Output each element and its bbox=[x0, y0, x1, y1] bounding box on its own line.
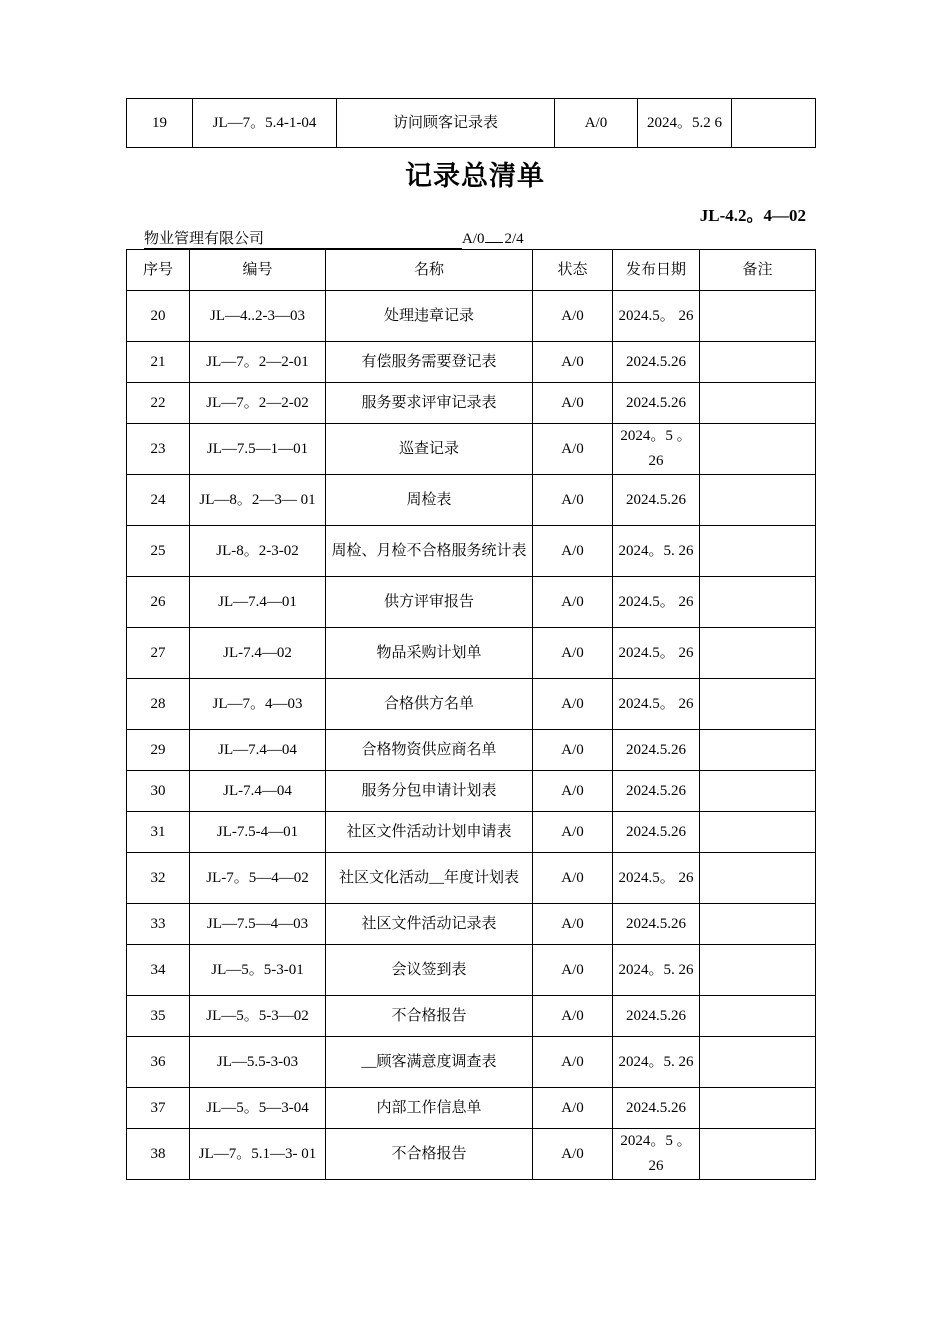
cell-no: 24 bbox=[127, 475, 190, 526]
cell-name: __顾客满意度调查表 bbox=[326, 1037, 533, 1088]
table-header-row bbox=[127, 250, 816, 291]
cell-date: 2024.5.26 bbox=[613, 730, 700, 771]
cell-note bbox=[700, 424, 816, 475]
cell-status: A/0 bbox=[533, 342, 613, 383]
table-row bbox=[127, 904, 816, 945]
cell-name: 物品采购计划单 bbox=[326, 628, 533, 679]
cell-code: JL—7.5—4—03 bbox=[190, 904, 326, 945]
cell-no: 21 bbox=[127, 342, 190, 383]
cell-name: 内部工作信息单 bbox=[326, 1088, 533, 1129]
cell-note bbox=[700, 577, 816, 628]
cell-name: 社区文化活动__年度计划表 bbox=[326, 853, 533, 904]
cell-no: 30 bbox=[127, 771, 190, 812]
cell-date: 2024.5.26 bbox=[613, 771, 700, 812]
cell-status: A/0 bbox=[533, 812, 613, 853]
cell-code: JL—7。5.1—3- 01 bbox=[190, 1129, 326, 1180]
cell-note bbox=[700, 342, 816, 383]
cell-date: 2024.5.26 bbox=[613, 812, 700, 853]
cell-no: 19 bbox=[127, 99, 193, 148]
cell-date: 2024。5 。26 bbox=[613, 1129, 700, 1180]
table-row bbox=[127, 291, 816, 342]
cell-name: 周检表 bbox=[326, 475, 533, 526]
cell-status: A/0 bbox=[533, 771, 613, 812]
cell-name: 有偿服务需要登记表 bbox=[326, 342, 533, 383]
cell-status: A/0 bbox=[533, 1129, 613, 1180]
cell-code: JL—7。5.4-1-04 bbox=[193, 99, 337, 148]
cell-note bbox=[700, 679, 816, 730]
cell-name: 合格供方名单 bbox=[326, 679, 533, 730]
cell-no: 37 bbox=[127, 1088, 190, 1129]
cell-date: 2024。5. 26 bbox=[613, 526, 700, 577]
cell-status: A/0 bbox=[533, 945, 613, 996]
cell-note bbox=[700, 291, 816, 342]
header-no: 序号 bbox=[127, 250, 190, 291]
table-row bbox=[127, 424, 816, 475]
cell-no: 31 bbox=[127, 812, 190, 853]
cell-note bbox=[700, 475, 816, 526]
table-row bbox=[127, 475, 816, 526]
cell-status: A/0 bbox=[533, 1088, 613, 1129]
cell-note bbox=[732, 99, 816, 148]
cell-note bbox=[700, 628, 816, 679]
cell-date: 2024.5.26 bbox=[613, 1088, 700, 1129]
cell-name: 不合格报告 bbox=[326, 1129, 533, 1180]
table-row bbox=[127, 853, 816, 904]
cell-code: JL—7.4—01 bbox=[190, 577, 326, 628]
cell-no: 22 bbox=[127, 383, 190, 424]
cell-date: 2024.5。 26 bbox=[613, 853, 700, 904]
cell-no: 28 bbox=[127, 679, 190, 730]
cell-code: JL—7.5—1—01 bbox=[190, 424, 326, 475]
cell-name: 访问顾客记录表 bbox=[337, 99, 555, 148]
cell-name: 巡查记录 bbox=[326, 424, 533, 475]
cell-note bbox=[700, 996, 816, 1037]
cell-code: JL—7.4—04 bbox=[190, 730, 326, 771]
cell-name: 社区文件活动计划申请表 bbox=[326, 812, 533, 853]
cell-note bbox=[700, 526, 816, 577]
header-name: 名称 bbox=[326, 250, 533, 291]
cell-name: 服务分包申请计划表 bbox=[326, 771, 533, 812]
cell-date: 2024。5 。26 bbox=[613, 424, 700, 475]
cell-no: 32 bbox=[127, 853, 190, 904]
cell-code: JL—5。5-3—02 bbox=[190, 996, 326, 1037]
cell-name: 服务要求评审记录表 bbox=[326, 383, 533, 424]
cell-code: JL—5。5-3-01 bbox=[190, 945, 326, 996]
table-row bbox=[127, 342, 816, 383]
cell-note bbox=[700, 904, 816, 945]
page-title: 记录总清单 bbox=[405, 161, 545, 192]
cell-code: JL—8。2—3— 01 bbox=[190, 475, 326, 526]
table-row bbox=[127, 577, 816, 628]
cell-code: JL—7。4—03 bbox=[190, 679, 326, 730]
cell-no: 34 bbox=[127, 945, 190, 996]
cell-name: 合格物资供应商名单 bbox=[326, 730, 533, 771]
cell-name: 社区文件活动记录表 bbox=[326, 904, 533, 945]
cell-name: 不合格报告 bbox=[326, 996, 533, 1037]
cell-code: JL—7。2—2-02 bbox=[190, 383, 326, 424]
cell-no: 20 bbox=[127, 291, 190, 342]
document-number: JL-4.2。4—02 bbox=[699, 206, 806, 225]
cell-note bbox=[700, 812, 816, 853]
cell-note bbox=[700, 1129, 816, 1180]
cell-status: A/0 bbox=[533, 996, 613, 1037]
cell-status: A/0 bbox=[533, 424, 613, 475]
table-row bbox=[127, 679, 816, 730]
cell-date: 2024.5.26 bbox=[613, 383, 700, 424]
cell-code: JL—4..2-3—03 bbox=[190, 291, 326, 342]
cell-name: 会议签到表 bbox=[326, 945, 533, 996]
cell-no: 38 bbox=[127, 1129, 190, 1180]
cell-date: 2024.5.26 bbox=[613, 342, 700, 383]
cell-note bbox=[700, 1037, 816, 1088]
cell-date: 2024.5.26 bbox=[613, 996, 700, 1037]
version-label: A/0 bbox=[462, 231, 485, 247]
cell-status: A/0 bbox=[533, 679, 613, 730]
cell-code: JL-7.4—04 bbox=[190, 771, 326, 812]
cell-note bbox=[700, 383, 816, 424]
cell-no: 25 bbox=[127, 526, 190, 577]
cell-date: 2024.5.26 bbox=[613, 475, 700, 526]
underline-gap bbox=[485, 227, 503, 243]
header-date: 发布日期 bbox=[613, 250, 700, 291]
cell-code: JL-7.5-4—01 bbox=[190, 812, 326, 853]
cell-note bbox=[700, 771, 816, 812]
cell-no: 29 bbox=[127, 730, 190, 771]
company-line bbox=[144, 227, 524, 249]
table-row bbox=[127, 812, 816, 853]
cell-no: 33 bbox=[127, 904, 190, 945]
table-row bbox=[127, 996, 816, 1037]
cell-status: A/0 bbox=[533, 730, 613, 771]
page-number: 2/4 bbox=[504, 231, 524, 247]
cell-code: JL—7。2—2-01 bbox=[190, 342, 326, 383]
cell-code: JL-7。5—4—02 bbox=[190, 853, 326, 904]
cell-status: A/0 bbox=[533, 904, 613, 945]
cell-no: 36 bbox=[127, 1037, 190, 1088]
cell-status: A/0 bbox=[533, 383, 613, 424]
table-row bbox=[127, 771, 816, 812]
cell-date: 2024。5. 26 bbox=[613, 1037, 700, 1088]
cell-code: JL-7.4—02 bbox=[190, 628, 326, 679]
header-status: 状态 bbox=[533, 250, 613, 291]
cell-note bbox=[700, 853, 816, 904]
table-row bbox=[127, 730, 816, 771]
cell-date: 2024。5.2 6 bbox=[638, 99, 732, 148]
cell-name: 处理违章记录 bbox=[326, 291, 533, 342]
cell-status: A/0 bbox=[533, 1037, 613, 1088]
table-row bbox=[127, 1129, 816, 1180]
cell-code: JL—5。5—3-04 bbox=[190, 1088, 326, 1129]
cell-no: 26 bbox=[127, 577, 190, 628]
cell-status: A/0 bbox=[533, 577, 613, 628]
cell-code: JL—5.5-3-03 bbox=[190, 1037, 326, 1088]
cell-date: 2024。5. 26 bbox=[613, 945, 700, 996]
cell-status: A/0 bbox=[533, 628, 613, 679]
previous-page-table bbox=[126, 98, 816, 148]
cell-name: 周检、月检不合格服务统计表 bbox=[326, 526, 533, 577]
table-row bbox=[127, 526, 816, 577]
table-row bbox=[127, 628, 816, 679]
cell-date: 2024.5。 26 bbox=[613, 291, 700, 342]
cell-status: A/0 bbox=[555, 99, 638, 148]
cell-status: A/0 bbox=[533, 526, 613, 577]
company-name: 物业管理有限公司 bbox=[144, 227, 462, 249]
cell-note bbox=[700, 1088, 816, 1129]
table-row bbox=[127, 99, 816, 148]
cell-code: JL-8。2-3-02 bbox=[190, 526, 326, 577]
cell-no: 23 bbox=[127, 424, 190, 475]
cell-date: 2024.5。 26 bbox=[613, 577, 700, 628]
table-row bbox=[127, 945, 816, 996]
cell-note bbox=[700, 945, 816, 996]
cell-date: 2024.5。 26 bbox=[613, 628, 700, 679]
table-row bbox=[127, 1088, 816, 1129]
cell-date: 2024.5。 26 bbox=[613, 679, 700, 730]
cell-status: A/0 bbox=[533, 475, 613, 526]
header-note: 备注 bbox=[700, 250, 816, 291]
cell-note bbox=[700, 730, 816, 771]
cell-no: 27 bbox=[127, 628, 190, 679]
table-row bbox=[127, 383, 816, 424]
header-code: 编号 bbox=[190, 250, 326, 291]
table-row bbox=[127, 1037, 816, 1088]
cell-status: A/0 bbox=[533, 291, 613, 342]
cell-status: A/0 bbox=[533, 853, 613, 904]
table-body bbox=[127, 291, 816, 1180]
record-list-table bbox=[126, 249, 816, 1180]
cell-no: 35 bbox=[127, 996, 190, 1037]
cell-date: 2024.5.26 bbox=[613, 904, 700, 945]
cell-name: 供方评审报告 bbox=[326, 577, 533, 628]
